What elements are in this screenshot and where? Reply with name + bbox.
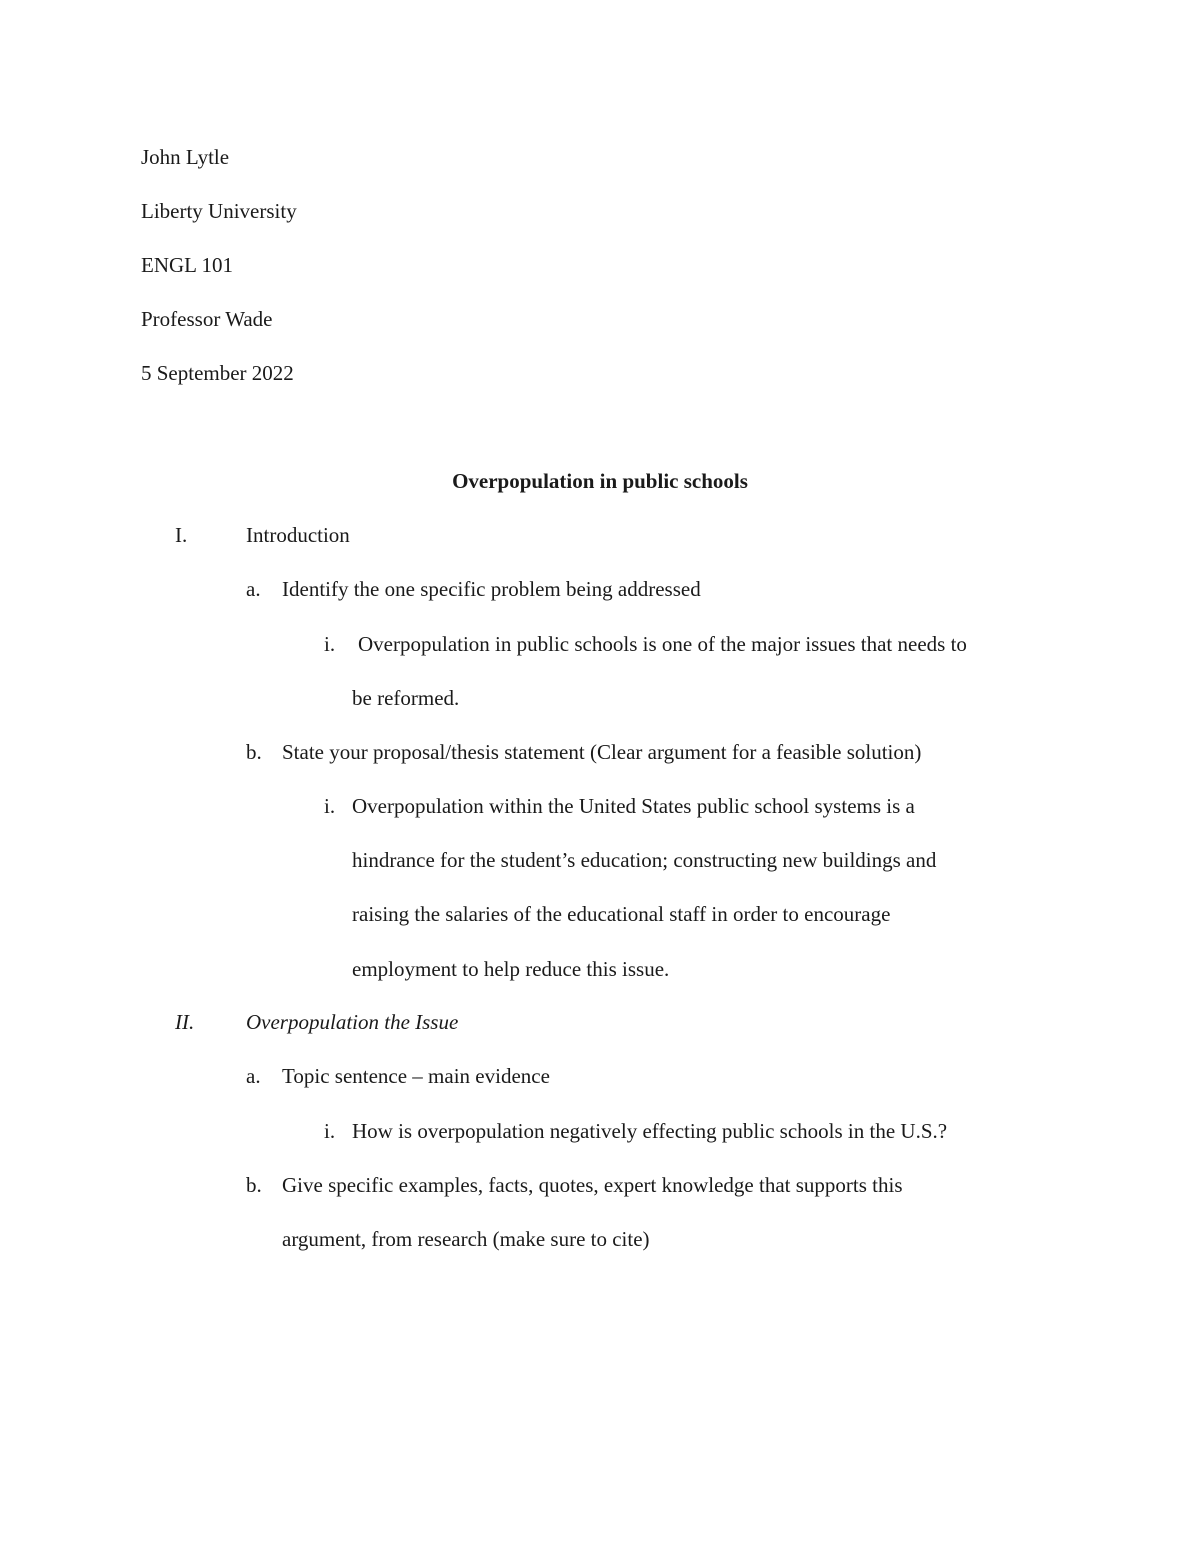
outline-subitem-line: How is overpopulation negatively effecting public schools in the U.S.? <box>352 1119 948 1143</box>
section-numeral: II. <box>175 1010 195 1034</box>
outline-marker: b. <box>246 1173 262 1197</box>
outline-item-line: argument, from research (make sure to cite) <box>282 1227 650 1251</box>
outline-subitem-line: employment to help reduce this issue. <box>352 957 670 981</box>
section-numeral: I. <box>175 523 188 547</box>
date: 5 September 2022 <box>141 361 294 385</box>
outline-item-line: Give specific examples, facts, quotes, expert knowledge that supports this <box>282 1173 903 1197</box>
course: ENGL 101 <box>141 253 233 277</box>
author-name: John Lytle <box>141 145 230 169</box>
outline-marker: i. <box>324 632 336 656</box>
outline-subitem-line: Overpopulation in public schools is one of the major issues that needs to <box>358 632 967 656</box>
outline-marker: a. <box>246 577 261 601</box>
outline-subitem-line: Overpopulation within the United States public school systems is a <box>352 794 915 818</box>
professor: Professor Wade <box>141 307 273 331</box>
outline-subitem-line: raising the salaries of the educational staff in order to encourage <box>352 902 891 926</box>
outline-marker: i. <box>324 1119 336 1143</box>
outline-marker: i. <box>324 794 336 818</box>
institution: Liberty University <box>141 199 297 223</box>
outline-subitem-line: hindrance for the student’s education; constructing new buildings and <box>352 848 937 872</box>
outline-item: Identify the one specific problem being addressed <box>282 577 701 601</box>
section-heading: Introduction <box>246 523 350 547</box>
section-heading: Overpopulation the Issue <box>246 1010 459 1034</box>
outline-marker: a. <box>246 1064 261 1088</box>
document-title: Overpopulation in public schools <box>452 469 748 493</box>
outline-marker: b. <box>246 740 262 764</box>
outline-item: Topic sentence – main evidence <box>282 1064 550 1088</box>
outline-item: State your proposal/thesis statement (Clear argument for a feasible solution) <box>282 740 922 764</box>
outline-subitem-line: be reformed. <box>352 686 460 710</box>
